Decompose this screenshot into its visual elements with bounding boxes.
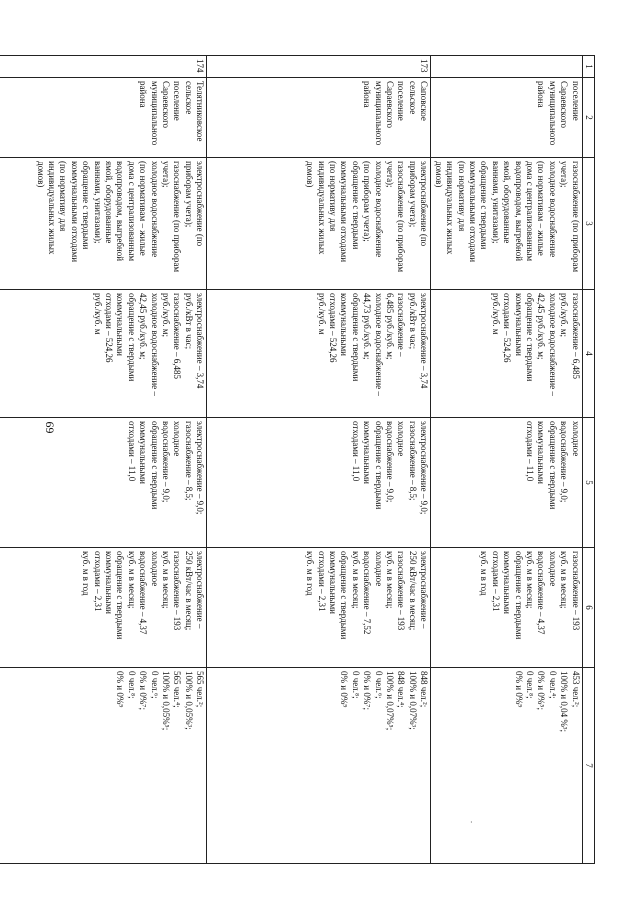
cell-line: холодное водоснабжение – [149,293,160,396]
cell-line: газоснабжение (по приборам [570,161,581,273]
cell-line: водоснабжение – 4,37 [138,551,149,635]
cell-line: 848 чел.²; [419,671,430,708]
cell-line: Телятниковское [195,81,206,142]
cell-line: водоснабжение – 9,0; [161,421,172,503]
cell-line: коммунальными [138,421,149,484]
cell-line: обращение с твердыми [149,421,160,510]
cell-line: 44,73 руб./куб. м; [362,293,373,360]
cell-row-number [0,56,207,78]
cell-line: отходами – 2,31 [92,551,103,612]
cell-line: газоснабжение – 6,485 [570,293,581,380]
cell-line: коммунальными [502,551,513,614]
cell-line: 174 [195,59,206,73]
cell-population [207,668,431,864]
cell-line: обращение с твердыми [513,551,524,640]
header-col-6: 6 [582,548,594,668]
cell-line: водоснабжение – 4,37 [536,551,547,635]
cell-line: отходами – 11,0 [126,421,137,482]
cell-line: 42,45 руб./куб. м; [536,293,547,360]
cell-services [431,158,582,290]
cell-line: коммунальными [362,421,373,484]
cell-line: электроснабжение – [195,551,206,629]
cell-line: 565 чел.²; [195,671,206,708]
cell-line: поселение [172,81,183,121]
cell-line: Сараевского [559,81,570,129]
cell-line: руб./куб. м [490,293,501,335]
cell-line: Сараевского [385,81,396,129]
cell-line: дома с централизованным [524,161,535,262]
cell-line: электроснабжение (по [419,161,430,247]
cell-services [0,158,207,290]
cell-line: водоснабжение – 9,0; [559,421,570,503]
cell-line: куб. м в год [479,551,490,596]
cell-line: 0 чел.⁶; [373,671,384,699]
header-col-7: 7 [582,668,594,864]
cell-line: дома с централизованным [126,161,137,262]
cell-line: 0 чел.⁸; [350,671,361,699]
cell-line: обращение с твердыми [350,161,361,250]
cell-line: газоснабжение – 193 [172,551,183,631]
cell-line: Саповское [419,81,430,121]
cell-line: электроснабжение – [419,551,430,629]
cell-line: руб./куб. м; [161,293,172,337]
cell-line: электроснабжение (по [195,161,206,247]
cell-line: газоснабжение (по приборам [172,161,183,273]
cell-line: 565 чел.⁴; [172,671,183,708]
header-col-1: 1 [582,56,594,78]
header-row [582,56,594,864]
tariff-table [0,55,595,864]
cell-line: коммунальными [115,293,126,356]
cell-line: холодное водоснабжение [547,161,558,258]
cell-line: (по нормативу для [456,161,467,232]
cell-line: отходами – 2,31 [490,551,501,612]
cell-line: (по приборам учета); [362,161,373,242]
cell-line: обращение с твердыми [339,551,350,640]
header-col-4: 4 [582,290,594,418]
cell-line: электроснабжение – 3,74 [419,293,430,389]
cell-line: обращение с твердыми [547,421,558,510]
cell-row-number [207,56,431,78]
cell-line: 848 чел.⁴; [396,671,407,708]
scan-mark: · [470,818,473,827]
cell-line: руб./кВт в час; [183,293,194,350]
cell-line: домов) [35,161,46,188]
cell-line: руб./куб. м [92,293,103,335]
cell-line: индивидуальных жилых [316,161,327,255]
cell-line: газоснабжение – 8,5; [407,421,418,501]
cell-line: поселение [570,81,581,121]
cell-line: отходами – 11,0 [350,421,361,482]
cell-line: холодное [149,551,160,587]
cell-line: руб./кВт в час; [407,293,418,350]
cell-growth-index [0,418,207,548]
cell-consumption [0,548,207,668]
cell-line: (по нормативу для [58,161,69,232]
cell-line: холодное водоснабжение [149,161,160,258]
cell-growth-index [207,418,431,548]
cell-line: отходами – 524,26 [502,293,513,363]
cell-line: коммунальными отходами [467,161,478,263]
cell-line: ямой, оборудованные [502,161,513,244]
cell-municipality [0,78,207,158]
cell-line: учета); [385,161,396,188]
cell-line: коммунальными [536,421,547,484]
cell-line: индивидуальных жилых [445,161,456,255]
cell-line: отходами – 524,26 [328,293,339,363]
cell-line: обращение с твердыми [350,293,361,382]
cell-line: руб./куб. м; [559,293,570,337]
cell-line: 100% и 0,05%³; [183,671,194,730]
cell-line: района [138,81,149,108]
cell-line: 250 кВт/час в месяц; [407,551,418,631]
cell-consumption [207,548,431,668]
cell-tariffs [0,290,207,418]
header-col-2: 2 [582,78,594,158]
table-row [431,56,582,864]
cell-line: Сараевского [161,81,172,129]
cell-line: муниципального [149,81,160,146]
cell-line: домов) [305,161,316,188]
cell-line: (по нормативу для [328,161,339,232]
cell-line: коммунальными [104,551,115,614]
cell-line: куб. м в месяц; [559,551,570,609]
header-col-3: 3 [582,158,594,290]
cell-line: индивидуальных жилых [47,161,58,255]
cell-line: приборам учета); [183,161,194,228]
cell-line: обращение с твердыми [81,161,92,250]
cell-line: отходами – 11,0 [524,421,535,482]
cell-line: холодное [373,551,384,587]
cell-line: 0 чел.⁶; [149,671,160,699]
cell-line: (по нормативам – жилые [138,161,149,256]
cell-line: газоснабжение (по приборам [396,161,407,273]
cell-line: 173 [419,59,430,73]
cell-line: приборам учета); [407,161,418,228]
cell-line: газоснабжение – 6,485 [172,293,183,380]
cell-line: холодное [547,551,558,587]
cell-line: холодное водоснабжение [373,161,384,258]
cell-line: водопроводом, выгребной [115,161,126,262]
cell-line: поселение [396,81,407,121]
cell-municipality [431,78,582,158]
cell-line: домов) [433,161,444,188]
cell-services [207,158,431,290]
cell-line: сельское [183,81,194,115]
header-col-5: 5 [582,418,594,548]
cell-growth-index [431,418,582,548]
cell-line: обращение с твердыми [373,421,384,510]
cell-line: (по нормативам – жилые [536,161,547,256]
cell-line: обращение с твердыми [479,161,490,250]
cell-line: водопроводом, выгребной [513,161,524,262]
cell-line: куб. м в месяц; [126,551,137,609]
cell-line: 0% и 0%⁷; [138,671,149,710]
cell-line: газоснабжение – [396,293,407,357]
cell-population [431,668,582,864]
cell-line: коммунальными [339,293,350,356]
cell-line: муниципального [547,81,558,146]
cell-line: куб. м в месяц; [161,551,172,609]
cell-line: 250 кВт/час в месяц; [183,551,194,631]
cell-line: холодное водоснабжение – [373,293,384,396]
cell-line: коммунальными [328,551,339,614]
cell-line: куб. м в год [81,551,92,596]
cell-line: руб./куб. м [316,293,327,335]
cell-line: 0% и 0%⁹ [339,671,350,708]
cell-line: куб. м в месяц; [524,551,535,609]
cell-line: муниципального [373,81,384,146]
cell-line: коммунальными отходами [69,161,80,263]
cell-row-number [431,56,582,78]
cell-line: 0% и 0%⁵; [536,671,547,710]
cell-population [0,668,207,864]
cell-line: холодное [172,421,183,457]
cell-line: 6,485 руб./куб. м; [385,293,396,360]
cell-line: района [362,81,373,108]
page-number: 69 [42,421,57,434]
cell-line: 100% и 0,04 %³; [559,671,570,733]
cell-line: 0% и 0%⁹ [513,671,524,708]
cell-line: водоснабжение – 9,0; [385,421,396,503]
cell-line: обращение с твердыми [115,551,126,640]
cell-line: электроснабжение – 9,0; [419,421,430,515]
cell-line: 100% и 0,07%³; [407,671,418,730]
cell-line: куб. м в год [305,551,316,596]
cell-line: 42,45 руб./куб. м; [138,293,149,360]
cell-line: обращение с твердыми [524,293,535,382]
cell-line: 0 чел.⁸; [524,671,535,699]
cell-line: 0% и 0%⁷; [362,671,373,710]
cell-line: 453 чел.²; [570,671,581,708]
cell-municipality [207,78,431,158]
cell-line: коммунальными [513,293,524,356]
cell-line: куб. м в месяц; [350,551,361,609]
cell-line: холодное водоснабжение – [547,293,558,396]
cell-line: района [536,81,547,108]
cell-line: учета); [161,161,172,188]
cell-line: отходами – 524,26 [104,293,115,363]
cell-line: холодное [396,421,407,457]
cell-line: газоснабжение – 193 [570,551,581,631]
cell-line: водоснабжение – 7,52 [362,551,373,635]
cell-tariffs [431,290,582,418]
cell-line: 0 чел.⁴; [547,671,558,699]
cell-line: 0% и 0%⁹ [115,671,126,708]
cell-line: электроснабжение – 9,0; [195,421,206,515]
cell-line: ваннами, унитазами); [490,161,501,244]
cell-line: газоснабжение – 8,5; [183,421,194,501]
cell-line: куб. м в месяц; [385,551,396,609]
cell-line: электроснабжение – 3,74 [195,293,206,389]
cell-line: 0 чел.⁸; [126,671,137,699]
cell-line: 100% и 0,05%⁵; [161,671,172,731]
cell-line: холодное [570,421,581,457]
cell-line: ваннами, унитазами); [92,161,103,244]
cell-line: обращение с твердыми [126,293,137,382]
table-row [0,56,207,864]
cell-line: сельское [407,81,418,115]
cell-tariffs [207,290,431,418]
cell-line: 100% и 0,07%⁵; [385,671,396,731]
cell-line: коммунальными отходами [339,161,350,263]
cell-line: газоснабжение – 193 [396,551,407,631]
cell-consumption [431,548,582,668]
cell-line: учета); [559,161,570,188]
table-row [207,56,431,864]
cell-line: ямой, оборудованные [104,161,115,244]
cell-line: отходами – 2,31 [316,551,327,612]
